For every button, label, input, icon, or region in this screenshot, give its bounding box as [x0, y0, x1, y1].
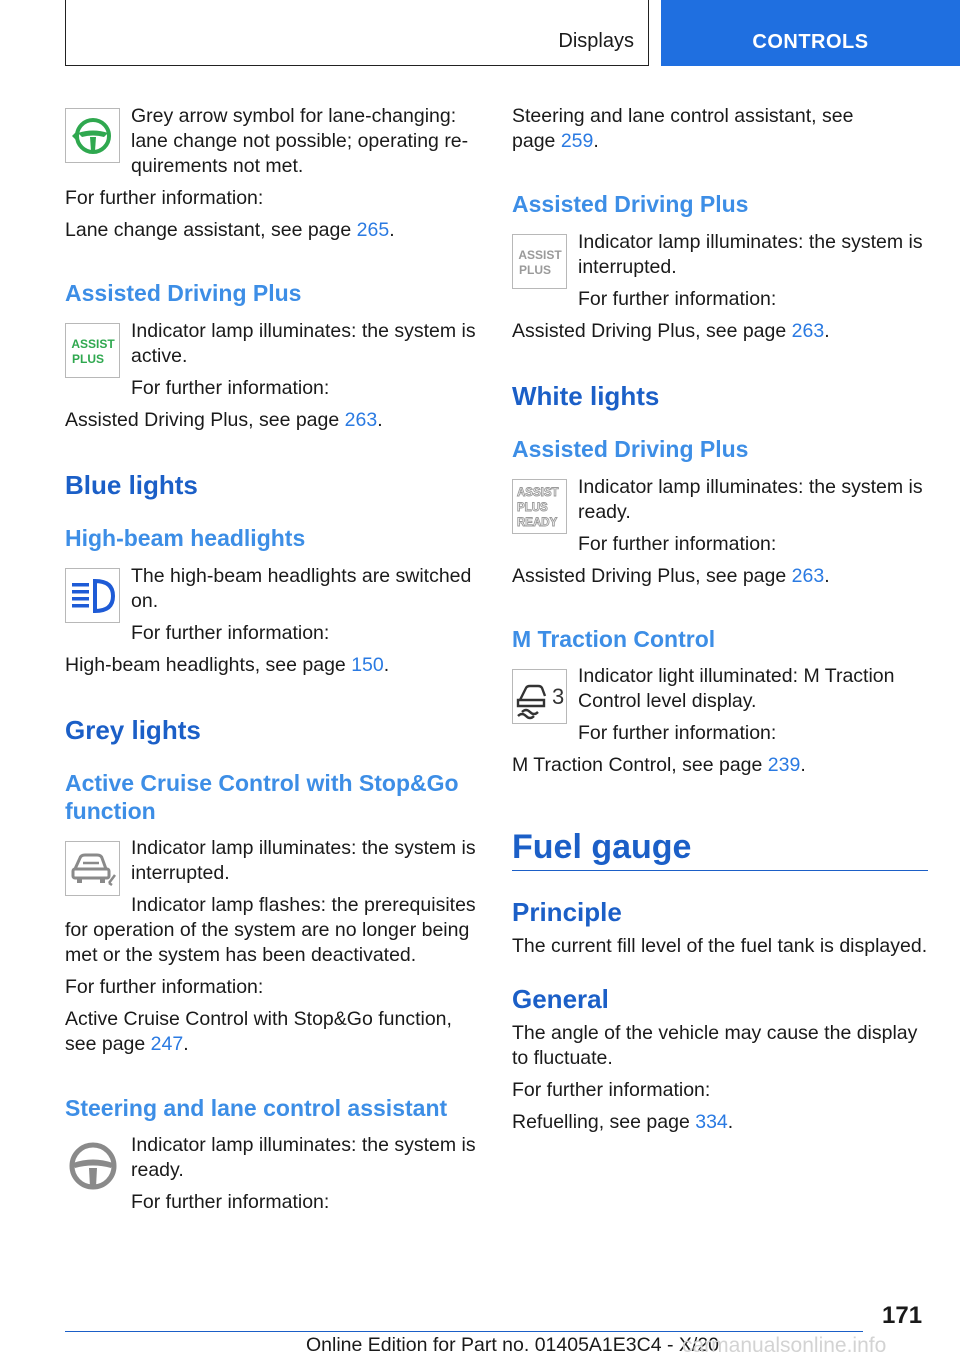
- adp-ready-text-line-2: ready.: [578, 501, 631, 523]
- svg-text:3: 3: [551, 683, 564, 709]
- mtc-reference: M Traction Control, see page 239.: [512, 754, 806, 776]
- lane-change-info-label: For further information:: [65, 187, 264, 209]
- adp-interrupted-text-line-1: Indicator lamp illuminates: the system is: [578, 231, 923, 253]
- adp-active-reference: Assisted Driving Plus, see page 263.: [65, 409, 383, 431]
- slca-reference-line-1: Steering and lane control assistant, see: [512, 105, 854, 127]
- heading-steering-lane-control-assistant: Steering and lane control assistant: [65, 1095, 448, 1121]
- svg-text:ASSIST: ASSIST: [70, 336, 115, 351]
- page-link-150[interactable]: 150: [351, 654, 384, 676]
- active-cruise-control-icon: [65, 841, 120, 896]
- adp-active-text-line-2: active.: [131, 345, 188, 367]
- svg-text:READY: READY: [516, 516, 557, 529]
- page-link-263-b[interactable]: 263: [791, 320, 825, 342]
- adp-ready-info-label: For further information:: [578, 533, 777, 555]
- svg-text:ASSIST: ASSIST: [516, 486, 559, 499]
- heading-fuel-gauge: Fuel gauge: [512, 828, 692, 866]
- adp-interrupted-info-label: For further information:: [578, 288, 777, 310]
- adp-active-info-label: For further information:: [131, 377, 330, 399]
- footer-rule: [65, 1331, 863, 1332]
- heading-assisted-driving-plus-white: Assisted Driving Plus: [512, 436, 749, 462]
- heading-high-beam-headlights: High-beam headlights: [65, 525, 306, 551]
- steering-wheel-grey-icon: [65, 1138, 120, 1193]
- fuel-gauge-heading-rule: [512, 870, 928, 871]
- acc-interrupted-text-line-1: Indicator lamp illuminates: the system is: [131, 837, 476, 859]
- assist-plus-ready-icon: [512, 479, 567, 534]
- svg-text:PLUS: PLUS: [71, 351, 104, 366]
- adp-active-text-line-1: Indicator lamp illuminates: the system is: [131, 320, 476, 342]
- general-reference: Refuelling, see page 334.: [512, 1111, 734, 1133]
- header-section-title: Displays: [558, 30, 634, 52]
- header-chapter-tab[interactable]: [661, 0, 960, 66]
- page-link-247[interactable]: 247: [150, 1033, 184, 1055]
- high-beam-info-label: For further information:: [131, 622, 330, 644]
- svg-text:PLUS: PLUS: [516, 501, 548, 514]
- lane-change-reference: Lane change assistant, see page 265.: [65, 219, 395, 241]
- lane-change-steering-wheel-icon: [65, 108, 120, 163]
- heading-grey-lights: Grey lights: [65, 715, 201, 745]
- high-beam-text-line-1: The high-beam headlights are switched: [131, 565, 472, 587]
- page-link-334[interactable]: 334: [695, 1111, 728, 1133]
- lane-change-text-line-1: Grey arrow symbol for lane-changing:: [131, 105, 457, 127]
- slca-info-label: For further information:: [131, 1191, 330, 1213]
- adp-ready-text-line-1: Indicator lamp illuminates: the system is: [578, 476, 923, 498]
- adp-interrupted-text-line-2: interrupted.: [578, 256, 677, 278]
- assist-plus-green-icon: [65, 323, 120, 378]
- heading-active-cruise-control-line-2: function: [65, 798, 156, 824]
- acc-flashes-text-line-1: Indicator lamp flashes: the prerequisites: [131, 894, 476, 916]
- principle-text: The current fill level of the fuel tank is displayed.: [512, 935, 928, 957]
- high-beam-icon: [65, 568, 120, 623]
- heading-white-lights: White lights: [512, 381, 660, 411]
- general-text-line-2: to fluctuate.: [512, 1047, 613, 1069]
- acc-interrupted-text-line-2: interrupted.: [131, 862, 230, 884]
- page-number: 171: [882, 1302, 923, 1329]
- heading-general: General: [512, 984, 609, 1014]
- slca-reference-line-2: page 259.: [512, 130, 599, 152]
- page-link-239[interactable]: 239: [767, 754, 801, 776]
- lane-change-text-line-2: lane change not possible; operating re‐: [131, 130, 469, 152]
- footer-edition: Online Edition for Part no. 01405A1E3C4 - X/20: [306, 1334, 720, 1356]
- heading-blue-lights: Blue lights: [65, 470, 198, 500]
- high-beam-reference: High-beam headlights, see page 150.: [65, 654, 390, 676]
- acc-reference-line-2: see page 247.: [65, 1033, 189, 1055]
- mtc-info-label: For further information:: [578, 722, 777, 744]
- lane-change-text-line-3: quirements not met.: [131, 155, 304, 177]
- footer: [0, 1334, 960, 1362]
- acc-flashes-text-line-2: for operation of the system are no longer being: [65, 919, 470, 941]
- svg-text:PLUS: PLUS: [518, 262, 551, 277]
- slca-ready-text-line-1: Indicator lamp illuminates: the system is: [131, 1134, 476, 1156]
- assist-plus-grey-icon: [512, 234, 567, 289]
- heading-m-traction-control: M Traction Control: [512, 626, 716, 652]
- page-link-263[interactable]: 263: [344, 409, 378, 431]
- heading-assisted-driving-plus-grey: Assisted Driving Plus: [512, 191, 749, 217]
- general-text-line-1: The angle of the vehicle may cause the display: [512, 1022, 918, 1044]
- adp-ready-reference: Assisted Driving Plus, see page 263.: [512, 565, 830, 587]
- adp-interrupted-reference: Assisted Driving Plus, see page 263.: [512, 320, 830, 342]
- general-info-label: For further information:: [512, 1079, 711, 1101]
- heading-principle: Principle: [512, 897, 622, 927]
- header-section-box: [65, 0, 649, 66]
- svg-text:ASSIST: ASSIST: [517, 247, 562, 262]
- header-chapter-title: CONTROLS: [752, 31, 869, 53]
- page-link-259[interactable]: 259: [560, 130, 594, 152]
- page-link-265[interactable]: 265: [356, 219, 390, 241]
- mtc-text-line-1: Indicator light illuminated: M Traction: [578, 665, 895, 687]
- page-link-263-c[interactable]: 263: [791, 565, 825, 587]
- slca-ready-text-line-2: ready.: [131, 1159, 184, 1181]
- footer-watermark: carmanualsonline.info: [682, 1334, 887, 1357]
- acc-flashes-text-line-3: met or the system has been deactivated.: [65, 944, 417, 966]
- heading-active-cruise-control-line-1: Active Cruise Control with Stop&Go: [65, 770, 459, 796]
- heading-assisted-driving-plus-green: Assisted Driving Plus: [65, 280, 302, 306]
- m-traction-control-icon: [512, 669, 567, 724]
- acc-reference-line-1: Active Cruise Control with Stop&Go function,: [65, 1008, 452, 1030]
- high-beam-text-line-2: on.: [131, 590, 159, 612]
- mtc-text-line-2: Control level display.: [578, 690, 757, 712]
- acc-info-label: For further information:: [65, 976, 264, 998]
